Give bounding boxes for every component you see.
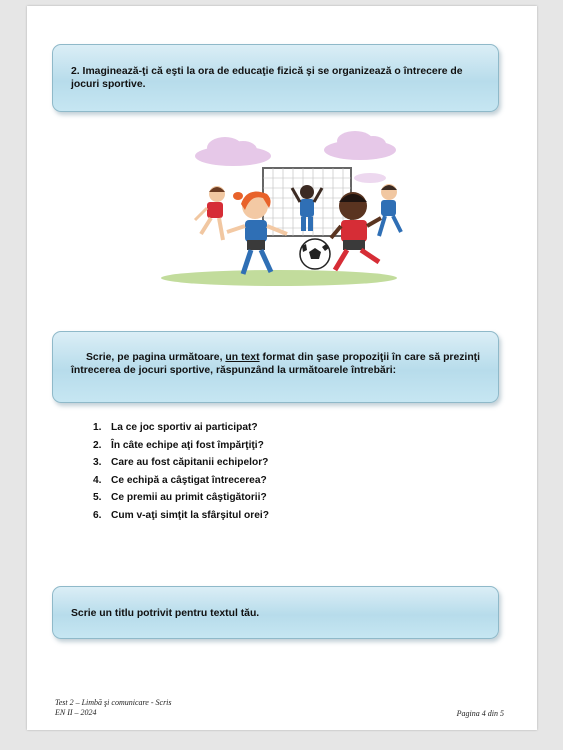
- footer-test-name: Test 2 – Limbă şi comunicare - Scris: [55, 698, 172, 707]
- questions-list: [93, 421, 269, 527]
- writing-task-box: [52, 331, 499, 403]
- girl-player-figure: [227, 192, 287, 274]
- question-item: 5. Ce premii au primit câştigătorii?: [93, 492, 267, 504]
- boy-player-left-figure: [195, 186, 225, 240]
- document-page: [27, 6, 537, 730]
- boy-player-right-figure: [379, 184, 401, 236]
- cloud-icon: [195, 137, 271, 166]
- writing-task-underlined-text: un text: [225, 352, 260, 363]
- soccer-ball-icon: [300, 239, 330, 269]
- footer-exam-year: EN II – 2024: [55, 708, 97, 717]
- question-item: 4. Ce echipă a câştigat întrecerea?: [93, 474, 267, 486]
- title-task-text: Scrie un titlu potrivit pentru textul tău.: [71, 608, 260, 619]
- children-playing-football-illustration: [155, 128, 403, 288]
- question-item: 2. În câte echipe aţi fost împărţiţi?: [93, 439, 264, 451]
- footer-test-info: [55, 698, 172, 718]
- task-instruction-text: 2. Imaginează-ţi că eşti la ora de educaţie fizică şi se organizează o întrecere de jocuri sportive.: [71, 66, 463, 90]
- footer-page-number: Pagina 4 din 5: [456, 709, 504, 718]
- writing-task-text-start: Scrie, pe pagina următoare,: [86, 352, 226, 363]
- grass-icon: [161, 270, 397, 286]
- question-item: 1. La ce joc sportiv ai participat?: [93, 422, 258, 433]
- task-instruction-box: [52, 44, 499, 112]
- title-task-box: [52, 586, 499, 639]
- writing-task-text-end: format din şase propoziţii în care să prezinţi întrecerea de jocuri sportive, răspunzând la următoarele întrebări:: [71, 352, 481, 376]
- boy-player-center-figure: [331, 192, 381, 270]
- question-item: 6. Cum v-aţi simţit la sfârşitul orei?: [93, 509, 269, 521]
- cloud-icon: [324, 131, 396, 160]
- question-item: 3. Care au fost căpitanii echipelor?: [93, 457, 269, 469]
